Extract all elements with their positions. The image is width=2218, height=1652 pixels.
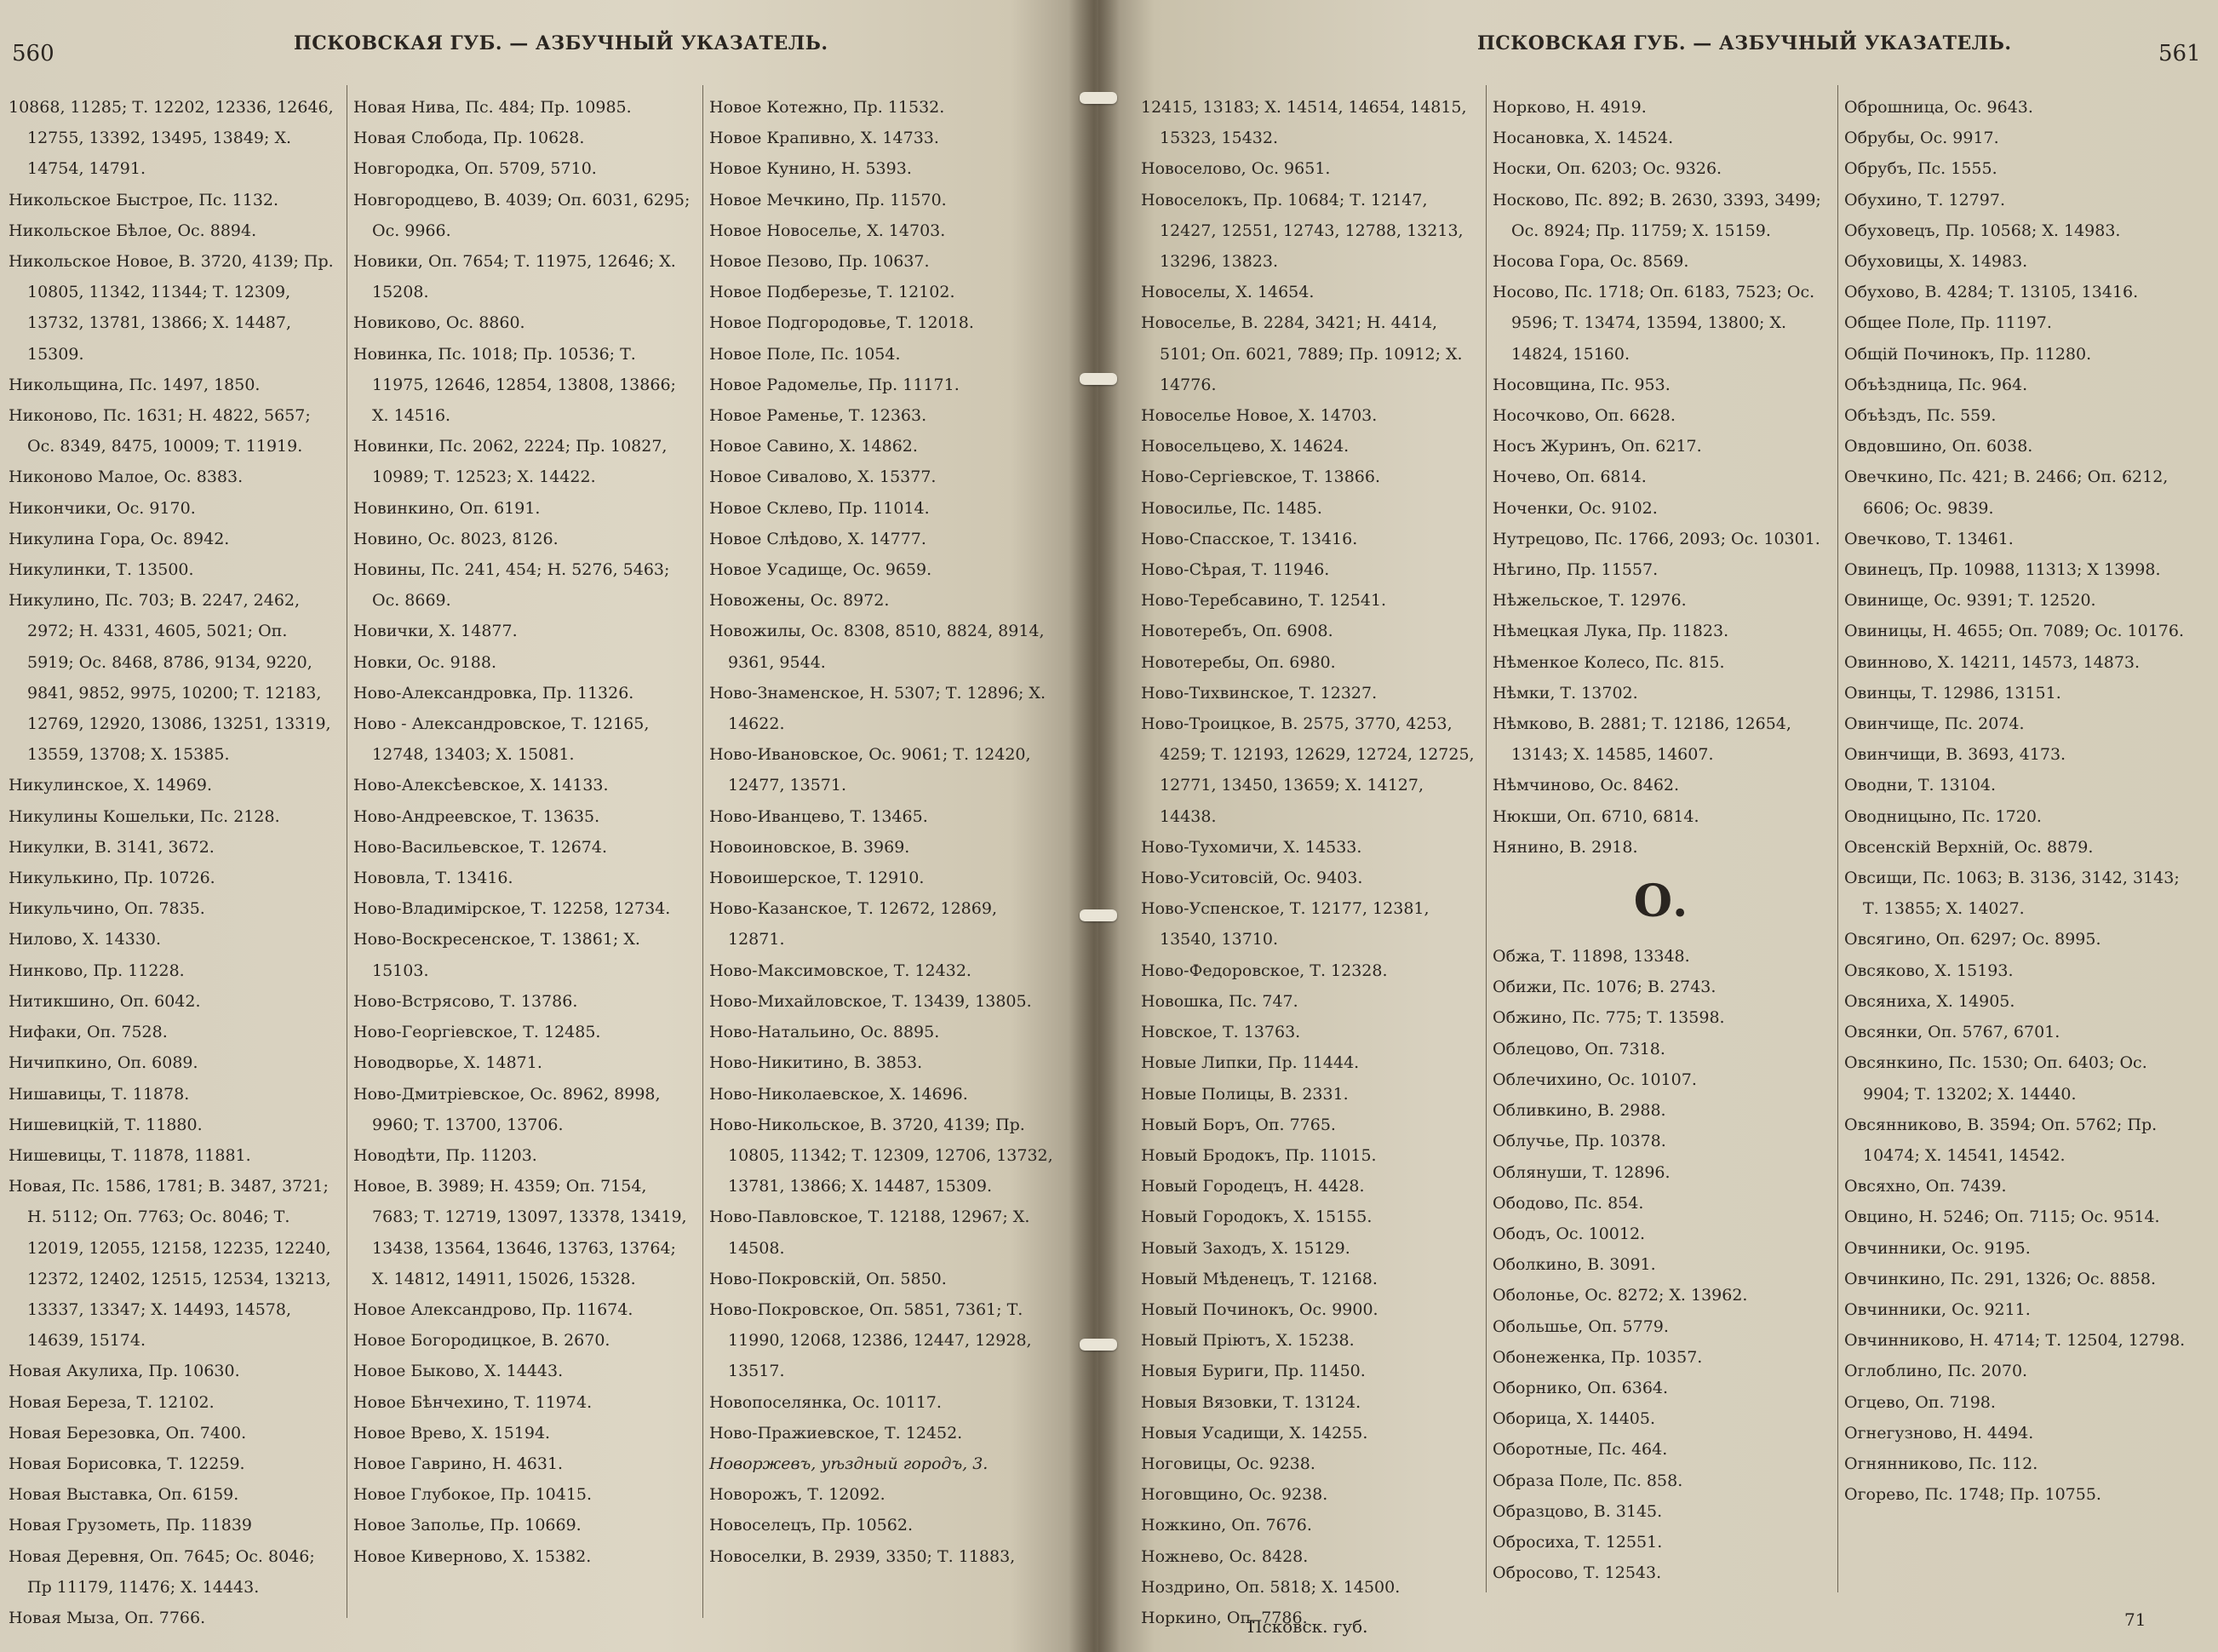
index-entry: Новорожъ, Т. 12092. [709, 1485, 885, 1505]
index-entry: Обрубы, Ос. 9917. [1844, 129, 1999, 148]
index-entry: Новинки, Пс. 2062, 2224; Пр. 10827, 10989; Т. 12523; Х. 14422. [353, 437, 668, 487]
index-entry: Никоново Малое, Ос. 8383. [9, 467, 244, 487]
index-entry: Ново-Сѣрая, Т. 11946. [1141, 560, 1330, 580]
index-entry: Овсяхно, Оп. 7439. [1844, 1177, 2007, 1196]
index-entry: Нинково, Пр. 11228. [9, 961, 185, 980]
index-entry: Носова Гора, Ос. 8569. [1493, 252, 1689, 272]
index-entry: Ново-Иванцево, Т. 13465. [709, 806, 928, 826]
index-column-2 [1493, 92, 1829, 1588]
index-entry: Новое Склево, Пр. 11014. [709, 498, 930, 518]
index-entry: Норково, Н. 4919. [1493, 98, 1647, 117]
index-entry: Образа Поле, Пс. 858. [1493, 1471, 1683, 1490]
index-entry: Новгородцево, В. 4039; Оп. 6031, 6295; Ос. 9966. [353, 190, 691, 240]
page-number: 560 [12, 41, 54, 66]
index-entry: Ново-Павловское, Т. 12188, 12967; Х. 14508. [709, 1207, 1030, 1258]
index-entry: Общее Поле, Пр. 11197. [1844, 313, 2052, 333]
index-entry: Ново-Троицкое, В. 2575, 3770, 4253, 4259; Т. 12193, 12629, 12724, 12725, 12771, 13450, 13659; Х. 14127, 14438. [1141, 714, 1475, 826]
index-entry: Ноздрино, Оп. 5818; Х. 14500. [1141, 1577, 1401, 1597]
index-entry: Ново-Михайловское, Т. 13439, 13805. [709, 991, 1032, 1011]
page-number: 561 [2158, 41, 2201, 66]
footer-signature: Псковск. губ. [1247, 1616, 1368, 1637]
index-entry: Ново-Александровка, Пр. 11326. [353, 683, 634, 703]
index-entry: Новое Новоселье, Х. 14703. [709, 221, 946, 240]
index-entry: Оборнико, Оп. 6364. [1493, 1378, 1669, 1397]
header-title: ПСКОВСКАЯ ГУБ. — АЗБУЧНЫЙ УКАЗАТЕЛЬ. [294, 32, 828, 54]
index-entry: Носки, Оп. 6203; Ос. 9326. [1493, 159, 1722, 179]
index-entry: Общій Починокъ, Пр. 11280. [1844, 344, 2092, 364]
index-entry: Ново-Спасское, Т. 13416. [1141, 529, 1358, 548]
index-entry: Обросово, Т. 12543. [1493, 1563, 1662, 1583]
index-entry: Ножкино, Оп. 7676. [1141, 1516, 1312, 1535]
index-entry: Ново-Васильевское, Т. 12674. [353, 837, 608, 857]
index-entry: Нитикшино, Оп. 6042. [9, 991, 201, 1011]
index-column-1 [9, 92, 336, 1633]
index-entry: Новоселье Новое, Х. 14703. [1141, 406, 1378, 426]
index-entry: Новошка, Пс. 747. [1141, 991, 1298, 1011]
index-entry: Никольское Быстрое, Пс. 1132. [9, 190, 279, 209]
index-entry: Овчинниково, Н. 4714; Т. 12504, 12798. [1844, 1331, 2186, 1351]
index-entry: Оболонье, Ос. 8272; Х. 13962. [1493, 1286, 1748, 1305]
index-entry: Нововла, Т. 13416. [353, 869, 513, 888]
index-entry: Овчинники, Ос. 9195. [1844, 1238, 2031, 1258]
index-entry: Ново-Андреевское, Т. 13635. [353, 806, 600, 826]
index-entry: Нишавицы, Т. 11878. [9, 1084, 190, 1104]
index-entry: Новая Акулиха, Пр. 10630. [9, 1362, 240, 1381]
index-column-3 [1844, 92, 2193, 1510]
index-entry: Носочково, Оп. 6628. [1493, 406, 1676, 426]
index-entry: Новое Мечкино, Пр. 11570. [709, 190, 947, 209]
index-entry: Никулино, Пс. 703; В. 2247, 2462, 2972; Н. 4331, 4605, 5021; Оп. 5919; Ос. 8468, 8786, 9134, 9220, 9841, 9852, 9975, 10200; Т. 12183, 12769, 12920, 13086, 13251, 13319, 13559, 13708; Х. 15385. [9, 591, 331, 765]
index-entry: Новое Подберезье, Т. 12102. [709, 283, 955, 302]
index-entry: Овдовшино, Оп. 6038. [1844, 437, 2033, 456]
index-column-3 [709, 92, 1058, 1572]
index-entry: Оболкино, В. 3091. [1493, 1255, 1656, 1275]
index-entry: Овцино, Н. 5246; Оп. 7115; Ос. 9514. [1844, 1207, 2160, 1227]
index-entry: Овсягино, Оп. 6297; Ос. 8995. [1844, 930, 2101, 949]
index-entry: Оборица, Х. 14405. [1493, 1409, 1655, 1429]
book-gutter [1069, 0, 1120, 1652]
index-entry: Новоселье, В. 2284, 3421; Н. 4414, 5101; Оп. 6021, 7889; Пр. 10912; Х. 14776. [1141, 313, 1463, 394]
index-entry: Новодворье, Х. 14871. [353, 1053, 542, 1073]
index-entry: Новое Савино, Х. 14862. [709, 437, 918, 456]
index-entry: Новожилы, Ос. 8308, 8510, 8824, 8914, 9361, 9544. [709, 622, 1045, 672]
index-entry: Облечихино, Ос. 10107. [1493, 1070, 1697, 1089]
index-entry: Новыя Вязовки, Т. 13124. [1141, 1392, 1361, 1412]
index-entry: Обижи, Пс. 1076; В. 2743. [1493, 978, 1717, 997]
binding-thread [1080, 909, 1117, 921]
index-entry: Ново-Георгіевское, Т. 12485. [353, 1023, 601, 1042]
index-entry: Новое Котежно, Пр. 11532. [709, 98, 945, 117]
index-entry: Овчинники, Ос. 9211. [1844, 1299, 2031, 1319]
index-entry: Обольшье, Оп. 5779. [1493, 1316, 1669, 1336]
index-entry: Оборотные, Пс. 464. [1493, 1440, 1668, 1460]
index-entry: Ободъ, Ос. 10012. [1493, 1224, 1646, 1243]
left-page [0, 0, 1098, 1652]
binding-thread [1080, 1339, 1117, 1351]
index-entry: Обжа, Т. 11898, 13348. [1493, 947, 1690, 967]
binding-thread [1080, 92, 1117, 104]
index-entry: Ново-Воскресенское, Т. 13861; Х. 15103. [353, 930, 640, 980]
index-entry: Новое Богородицкое, В. 2670. [353, 1331, 610, 1351]
index-entry: Овечкино, Пс. 421; В. 2466; Оп. 6212, 6606; Ос. 9839. [1844, 467, 2169, 518]
index-entry: Ночево, Оп. 6814. [1493, 467, 1647, 487]
footer-sheet-number: 71 [2124, 1609, 2146, 1630]
index-entry: Новки, Ос. 9188. [353, 652, 497, 672]
index-entry: Овинище, Ос. 9391; Т. 12520. [1844, 591, 2096, 611]
index-entry: Огнянниково, Пс. 112. [1844, 1454, 2038, 1473]
index-entry: Обонеженка, Пр. 10357. [1493, 1347, 1703, 1367]
index-entry: Никулькино, Пр. 10726. [9, 869, 215, 888]
index-entry: Новое Подгородовье, Т. 12018. [709, 313, 974, 333]
index-entry: Новое Пезово, Пр. 10637. [709, 252, 930, 272]
index-entry: Новоселокъ, Пр. 10684; Т. 12147, 12427, 12551, 12743, 12788, 13213, 13296, 13823. [1141, 190, 1464, 272]
index-entry: Новиково, Ос. 8860. [353, 313, 525, 333]
index-entry: Никулинки, Т. 13500. [9, 560, 194, 580]
index-entry: Новоселово, Ос. 9651. [1141, 159, 1331, 179]
index-entry: Овинчищи, В. 3693, 4173. [1844, 745, 2066, 765]
index-entry: 12415, 13183; Х. 14514, 14654, 14815, 15323, 15432. [1141, 98, 1467, 148]
index-entry: Никоново, Пс. 1631; Н. 4822, 5657; Ос. 8349, 8475, 10009; Т. 11919. [9, 406, 311, 456]
index-entry: Нѣмки, Т. 13702. [1493, 683, 1638, 703]
index-entry: Новый Мѣденецъ, Т. 12168. [1141, 1269, 1378, 1288]
index-entry: Никулки, В. 3141, 3672. [9, 837, 215, 857]
index-entry: Новое Гаврино, Н. 4631. [353, 1454, 564, 1473]
index-entry: Новоселки, В. 2939, 3350; Т. 11883, [709, 1546, 1016, 1566]
index-entry: Новые Липки, Пр. 11444. [1141, 1053, 1360, 1073]
index-entry: Оглоблино, Пс. 2070. [1844, 1362, 2028, 1381]
index-entry: Никольское Новое, В. 3720, 4139; Пр. 10805, 11342, 11344; Т. 12309, 13732, 13781, 13866; Х. 14487, 15309. [9, 252, 334, 364]
index-entry: Новая Борисовка, Т. 12259. [9, 1454, 245, 1473]
index-entry: Новоселецъ, Пр. 10562. [709, 1516, 914, 1535]
index-entry: Новая Выставка, Оп. 6159. [9, 1485, 239, 1505]
index-entry: Облянуши, Т. 12896. [1493, 1162, 1671, 1182]
index-entry: Ничипкино, Оп. 6089. [9, 1053, 198, 1073]
index-entry: Обухово, В. 4284; Т. 13105, 13416. [1844, 283, 2139, 302]
index-entry: Новское, Т. 13763. [1141, 1023, 1301, 1042]
index-entry: Норкино, Оп. 7786. [1141, 1608, 1308, 1627]
index-entry: Овсяково, Х. 15193. [1844, 961, 2014, 980]
index-entry: Ново-Казанское, Т. 12672, 12869, 12871. [709, 899, 997, 949]
index-entry: Объѣздница, Пс. 964. [1844, 375, 2028, 394]
index-entry: Новое Кунино, Н. 5393. [709, 159, 912, 179]
index-entry: Новое Врево, Х. 15194. [353, 1423, 551, 1443]
index-entry: Овинцы, Т. 12986, 13151. [1844, 683, 2061, 703]
index-entry: Обухино, Т. 12797. [1844, 190, 2005, 209]
index-entry: Ново-Сергіевское, Т. 13866. [1141, 467, 1380, 487]
index-entry: Овинецъ, Пр. 10988, 11313; Х 13998. [1844, 560, 2161, 580]
index-entry: Новое Радомелье, Пр. 11171. [709, 375, 960, 394]
index-entry: Ново-Алексѣевское, Х. 14133. [353, 776, 609, 795]
index-entry: Новое Крапивно, Х. 14733. [709, 129, 939, 148]
index-entry: Никольщина, Пс. 1497, 1850. [9, 375, 261, 394]
index-entry: Ново-Покровскій, Оп. 5850. [709, 1269, 947, 1288]
index-entry: Оброшница, Ос. 9643. [1844, 98, 2033, 117]
index-entry: Новодѣти, Пр. 11203. [353, 1145, 537, 1165]
index-entry: Новое Быково, Х. 14443. [353, 1362, 564, 1381]
index-entry: Нишевицы, Т. 11878, 11881. [9, 1145, 251, 1165]
index-entry: Овсенскій Верхній, Ос. 8879. [1844, 837, 2094, 857]
index-entry: Новый Заходъ, Х. 15129. [1141, 1238, 1350, 1258]
index-entry: Ново-Владимірское, Т. 12258, 12734. [353, 899, 671, 919]
index-entry: Новожены, Ос. 8972. [709, 591, 890, 611]
binding-thread [1080, 373, 1117, 385]
index-entry: Носовщина, Пс. 953. [1493, 375, 1671, 394]
right-page [1098, 0, 2218, 1652]
index-entry: Новины, Пс. 241, 454; Н. 5276, 5463; Ос. 8669. [353, 560, 670, 611]
index-entry: Нѣгино, Пр. 11557. [1493, 560, 1659, 580]
index-entry: Носъ Журинъ, Оп. 6217. [1493, 437, 1702, 456]
index-entry: Оводни, Т. 13104. [1844, 776, 1997, 795]
index-entry: Новопоселянка, Ос. 10117. [709, 1392, 942, 1412]
index-entry: Ново-Покровское, Оп. 5851, 7361; Т. 11990, 12068, 12386, 12447, 12928, 13517. [709, 1299, 1032, 1381]
index-entry: Новино, Ос. 8023, 8126. [353, 529, 559, 548]
index-entry: Ново-Федоровское, Т. 12328. [1141, 961, 1388, 980]
index-column-2 [353, 92, 694, 1572]
index-entry: 10868, 11285; Т. 12202, 12336, 12646, 12755, 13392, 13495, 13849; Х. 14754, 14791. [9, 98, 334, 179]
index-entry: Ободово, Пс. 854. [1493, 1193, 1644, 1213]
index-entry: Новая Мыза, Оп. 7766. [9, 1608, 206, 1627]
index-entry: Новыя Усадищи, Х. 14255. [1141, 1423, 1368, 1443]
index-entry: Овсяниха, Х. 14905. [1844, 991, 2015, 1011]
index-entry: Новая Березовка, Оп. 7400. [9, 1423, 247, 1443]
index-entry: Ново-Дмитріевское, Ос. 8962, 8998, 9960; Т. 13700, 13706. [353, 1084, 661, 1134]
index-entry: Новая, Пс. 1586, 1781; В. 3487, 3721; Н. 5112; Оп. 7763; Ос. 8046; Т. 12019, 12055, 12158, 12235, 12240, 12372, 12402, 12515, 12534, 13213, 13337, 13347; Х. 14493, 14578, 14639, 15174. [9, 1177, 331, 1351]
index-entry: Нѣмецкая Лука, Пр. 11823. [1493, 622, 1729, 641]
index-entry: Ново - Александровское, Т. 12165, 12748, 13403; Х. 15081. [353, 714, 650, 765]
index-entry: Новинкино, Оп. 6191. [353, 498, 541, 518]
index-entry: Ново-Знаменское, Н. 5307; Т. 12896; Х. 14622. [709, 683, 1046, 734]
index-entry: Ново-Ивановское, Ос. 9061; Т. 12420, 12477, 13571. [709, 745, 1031, 795]
index-entry: Нутрецово, Пс. 1766, 2093; Ос. 10301. [1493, 529, 1820, 548]
index-entry: Нифаки, Оп. 7528. [9, 1023, 168, 1042]
index-entry: Овинново, Х. 14211, 14573, 14873. [1844, 652, 2141, 672]
index-entry: Нѣменкое Колесо, Пс. 815. [1493, 652, 1725, 672]
index-entry: Овсянниково, В. 3594; Оп. 5762; Пр. 10474; Х. 14541, 14542. [1844, 1115, 2158, 1165]
column-divider [1837, 85, 1838, 1592]
index-entry: Никулинское, Х. 14969. [9, 776, 213, 795]
index-entry: Нѣмчиново, Ос. 8462. [1493, 776, 1680, 795]
column-divider [1486, 85, 1487, 1592]
index-entry: Никулины Кошельки, Пс. 2128. [9, 806, 280, 826]
index-entry: Овечково, Т. 13461. [1844, 529, 2014, 548]
index-entry: Новоиновское, В. 3969. [709, 837, 910, 857]
index-entry: Новое Александрово, Пр. 11674. [353, 1299, 633, 1319]
index-entry: Нянино, В. 2918. [1493, 837, 1638, 857]
index-entry: Ново-Николаевское, Х. 14696. [709, 1084, 968, 1104]
index-entry: Ножнево, Ос. 8428. [1141, 1546, 1309, 1566]
index-entry: Ново-Теребсавино, Т. 12541. [1141, 591, 1387, 611]
index-entry: Новотеребъ, Оп. 6908. [1141, 622, 1333, 641]
index-entry: Ноговицы, Ос. 9238. [1141, 1454, 1315, 1473]
index-entry: Новое Раменье, Т. 12363. [709, 406, 927, 426]
index-entry: Ново-Встрясово, Т. 13786. [353, 991, 578, 1011]
index-entry: Новый Бродокъ, Пр. 11015. [1141, 1145, 1377, 1165]
index-entry: Овсищи, Пс. 1063; В. 3136, 3142, 3143; Т. 13855; Х. 14027. [1844, 869, 2180, 919]
index-entry: Облецово, Оп. 7318. [1493, 1039, 1665, 1058]
running-header [294, 32, 828, 54]
index-entry: Овсянкино, Пс. 1530; Оп. 6403; Ос. 9904; Т. 13202; Х. 14440. [1844, 1053, 2147, 1104]
index-entry: Ново-Уситовсій, Ос. 9403. [1141, 869, 1363, 888]
index-entry: Новое, В. 3989; Н. 4359; Оп. 7154, 7683; Т. 12719, 13097, 13378, 13419, 13438, 13564, 13646, 13763, 13764; Х. 14812, 14911, 15026, 15328. [353, 1177, 687, 1288]
index-entry: Обросиха, Т. 12551. [1493, 1532, 1663, 1552]
index-entry: Новое Поле, Пс. 1054. [709, 344, 901, 364]
index-entry: Носановка, Х. 14524. [1493, 129, 1674, 148]
index-entry: Никульчино, Оп. 7835. [9, 899, 205, 919]
index-entry: Нишевицкій, Т. 11880. [9, 1115, 203, 1134]
index-entry: Ново-Натальино, Ос. 8895. [709, 1023, 940, 1042]
index-entry: Новинка, Пс. 1018; Пр. 10536; Т. 11975, 12646, 12854, 13808, 13866; Х. 14516. [353, 344, 676, 426]
index-entry: Нѣмково, В. 2881; Т. 12186, 12654, 13143; Х. 14585, 14607. [1493, 714, 1791, 765]
index-entry: Новая Слобода, Пр. 10628. [353, 129, 585, 148]
index-entry: Новоржевъ, уѣздный городъ, 3. [709, 1454, 989, 1473]
index-entry: Огцево, Оп. 7198. [1844, 1392, 1996, 1412]
index-entry: Овиницы, Н. 4655; Оп. 7089; Ос. 10176. [1844, 622, 2185, 641]
index-column-1 [1141, 92, 1477, 1633]
index-entry: Новая Береза, Т. 12102. [9, 1392, 215, 1412]
index-entry: Ноговщино, Ос. 9238. [1141, 1485, 1328, 1505]
index-entry: Новыя Буриги, Пр. 11450. [1141, 1362, 1366, 1381]
index-entry: Новая Нива, Пс. 484; Пр. 10985. [353, 98, 632, 117]
index-entry: Нилово, Х. 14330. [9, 930, 162, 949]
index-entry: Нюкши, Оп. 6710, 6814. [1493, 806, 1699, 826]
index-entry: Новотеребы, Оп. 6980. [1141, 652, 1336, 672]
index-entry: Новая Грузометь, Пр. 11839 [9, 1516, 252, 1535]
index-entry: Никольское Бѣлое, Ос. 8894. [9, 221, 257, 240]
index-entry: Никончики, Ос. 9170. [9, 498, 196, 518]
index-entry: Обрубъ, Пс. 1555. [1844, 159, 1997, 179]
index-entry: Новое Заполье, Пр. 10669. [353, 1516, 582, 1535]
index-entry: Носково, Пс. 892; В. 2630, 3393, 3499; Ос. 8924; Пр. 11759; Х. 15159. [1493, 190, 1821, 240]
index-entry: Обжино, Пс. 775; Т. 13598. [1493, 1008, 1725, 1028]
index-entry: Новое Киверново, Х. 15382. [353, 1546, 592, 1566]
section-letter: О. [1633, 875, 1688, 928]
running-header [1477, 32, 2012, 54]
index-entry: Ново-Тихвинское, Т. 12327. [1141, 683, 1378, 703]
header-title: ПСКОВСКАЯ ГУБ. — АЗБУЧНЫЙ УКАЗАТЕЛЬ. [1477, 32, 2012, 54]
index-entry: Образцово, В. 3145. [1493, 1501, 1663, 1521]
index-entry: Новички, Х. 14877. [353, 622, 518, 641]
index-entry: Новое Глубокое, Пр. 10415. [353, 1485, 593, 1505]
index-entry: Новый Городокъ, Х. 15155. [1141, 1207, 1373, 1227]
index-entry: Объѣздъ, Пс. 559. [1844, 406, 1997, 426]
index-entry: Новый Починокъ, Ос. 9900. [1141, 1299, 1378, 1319]
index-entry: Овсянки, Оп. 5767, 6701. [1844, 1023, 2060, 1042]
index-entry: Новоишерское, Т. 12910. [709, 869, 925, 888]
index-entry: Новоселы, Х. 14654. [1141, 283, 1315, 302]
index-entry: Ноченки, Ос. 9102. [1493, 498, 1658, 518]
index-entry: Новое Бѣнчехино, Т. 11974. [353, 1392, 593, 1412]
index-entry: Обуховицы, Х. 14983. [1844, 252, 2028, 272]
index-entry: Облучье, Пр. 10378. [1493, 1132, 1666, 1151]
index-entry: Обливкино, В. 2988. [1493, 1101, 1666, 1121]
index-entry: Огнегузново, Н. 4494. [1844, 1423, 2034, 1443]
index-entry: Ново-Никитино, В. 3853. [709, 1053, 923, 1073]
index-entry: Огорево, Пс. 1748; Пр. 10755. [1844, 1485, 2101, 1505]
index-entry: Новое Усадище, Ос. 9659. [709, 560, 932, 580]
index-entry: Ново-Пражиевское, Т. 12452. [709, 1423, 963, 1443]
index-entry: Ново-Максимовское, Т. 12432. [709, 961, 971, 980]
index-entry: Новая Деревня, Оп. 7645; Ос. 8046; Пр 11179, 11476; Х. 14443. [9, 1546, 315, 1597]
index-entry: Новый Городецъ, Н. 4428. [1141, 1177, 1365, 1196]
index-entry: Никулина Гора, Ос. 8942. [9, 529, 230, 548]
index-entry: Новое Сивалово, Х. 15377. [709, 467, 937, 487]
index-entry: Новые Полицы, В. 2331. [1141, 1084, 1349, 1104]
index-entry: Обуховецъ, Пр. 10568; Х. 14983. [1844, 221, 2121, 240]
index-entry: Новосельцево, Х. 14624. [1141, 437, 1350, 456]
index-entry: Новое Слѣдово, Х. 14777. [709, 529, 926, 548]
column-divider [702, 85, 703, 1618]
index-entry: Новый Пріютъ, Х. 15238. [1141, 1331, 1355, 1351]
index-entry: Ново-Тухомичи, Х. 14533. [1141, 837, 1362, 857]
index-entry: Новосилье, Пс. 1485. [1141, 498, 1322, 518]
index-entry: Новый Боръ, Оп. 7765. [1141, 1115, 1336, 1134]
index-entry: Ново-Никольское, В. 3720, 4139; Пр. 10805, 11342; Т. 12309, 12706, 13732, 13781, 13866; Х. 14487, 15309. [709, 1115, 1053, 1196]
index-entry: Новики, Оп. 7654; Т. 11975, 12646; Х. 15208. [353, 252, 676, 302]
index-entry: Новгородка, Оп. 5709, 5710. [353, 159, 597, 179]
index-entry: Носово, Пс. 1718; Оп. 6183, 7523; Ос. 9596; Т. 13474, 13594, 13800; Х. 14824, 15160. [1493, 283, 1815, 364]
index-entry: Овинчище, Пс. 2074. [1844, 714, 2025, 734]
index-entry: Оводницыно, Пс. 1720. [1844, 806, 2042, 826]
index-entry: Овчинкино, Пс. 291, 1326; Ос. 8858. [1844, 1269, 2157, 1288]
index-entry: Нѣжельское, Т. 12976. [1493, 591, 1687, 611]
index-entry: Ново-Успенское, Т. 12177, 12381, 13540, 13710. [1141, 899, 1430, 949]
